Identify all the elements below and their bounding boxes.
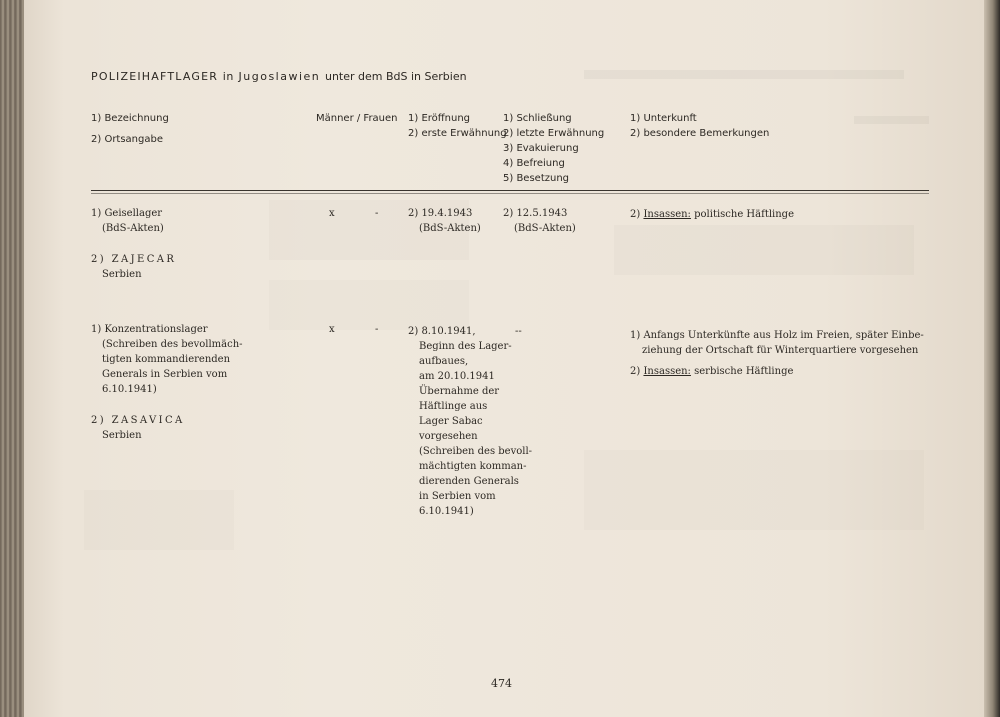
title-main: POLIZEIHAFTLAGER	[91, 70, 219, 83]
row2-designation: 1) Konzentrationslager (Schreiben des bevollmäch- tigten kommandierenden Generals in Serbien vom 6.10.1941)	[91, 324, 243, 395]
row2-women: -	[375, 324, 379, 335]
row2-men: x	[329, 324, 335, 335]
document-page	[24, 0, 984, 717]
header-col1-line1: 1) Bezeichnung	[91, 113, 169, 124]
row1-closing: 2) 12.5.1943 (BdS-Akten)	[503, 208, 576, 234]
page-title	[91, 69, 467, 84]
row2-remarks: 1) Anfangs Unterkünfte aus Holz im Freien, später Einbe- ziehung der Ortschaft für Winterquartiere vorgesehen 2) Insassen: serbische Häftlinge	[630, 330, 924, 377]
header-col-opening: 1) Eröffnung 2) erste Erwähnung	[408, 113, 507, 139]
title-rest: unter dem BdS in Serbien	[324, 70, 467, 83]
row1-opening: 2) 19.4.1943 (BdS-Akten)	[408, 208, 481, 234]
row2-closing: --	[515, 326, 522, 337]
page-number: 474	[491, 677, 512, 690]
inmates-label: Insassen:	[643, 209, 691, 220]
title-country: Jugoslawien	[238, 70, 321, 83]
row1-location: 2) ZAJECAR Serbien	[91, 254, 177, 280]
header-col-closing: 1) Schließung 2) letzte Erwähnung 3) Evakuierung 4) Befreiung 5) Besetzung	[503, 113, 605, 184]
row1-women: -	[375, 208, 379, 219]
row2-location: 2) ZASAVICA Serbien	[91, 415, 185, 441]
row1-remarks: 2) Insassen: politische Häftlinge	[630, 209, 794, 220]
header-divider-line	[91, 190, 929, 191]
header-col-designation	[91, 111, 169, 147]
header-col1-line2: 2) Ortsangabe	[91, 134, 163, 145]
book-spine-edge	[0, 0, 26, 717]
inmates-label: Insassen:	[643, 366, 691, 377]
row1-men: x	[329, 208, 335, 219]
header-divider-line-secondary	[91, 193, 929, 194]
row2-opening: 2) 8.10.1941, Beginn des Lager- aufbaues, am 20.10.1941 Übernahme der Häftlinge aus Lager Sabac vorgesehen (Schreiben des bevoll- mächtigten komman- dierenden Generals in Serbien vom 6.10.1941)	[408, 326, 533, 517]
header-col-remarks: 1) Unterkunft 2) besondere Bemerkungen	[630, 113, 770, 139]
header-col-men-women: Männer / Frauen	[316, 113, 398, 124]
title-in: in	[222, 70, 234, 83]
row1-designation: 1) Geisellager (BdS-Akten)	[91, 208, 164, 234]
book-right-edge	[982, 0, 1000, 717]
